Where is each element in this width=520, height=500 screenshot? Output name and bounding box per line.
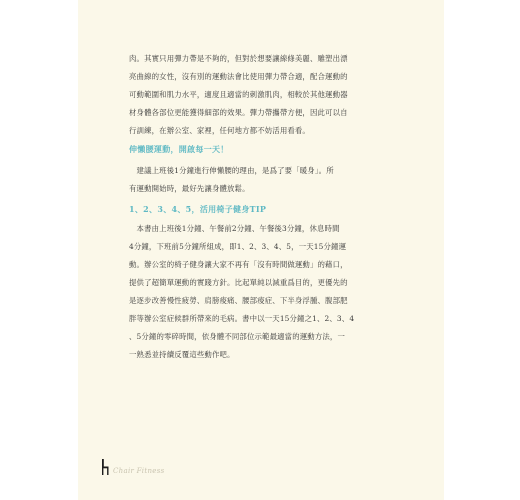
paragraph-2 (129, 162, 391, 198)
book-page (78, 0, 444, 500)
paragraph-line: 是逐步改善慢性疲勞、肩膀痠痛、腰部痠症、下半身浮腫、腹部肥 (129, 296, 348, 305)
paragraph-line: 動。辦公室的椅子健身讓大家不再有「沒有時間做運動」的藉口， (129, 260, 348, 269)
paragraph-line: 本書由上班後1分鐘、午餐前2分鐘、午餐後3分鐘，休息時間 (129, 224, 340, 233)
paragraph-line: 材身體各部位更能獲得細部的效果。彈力帶攜帶方便，因此可以自 (129, 108, 348, 117)
section-heading-stretch: 伸懶腰運動，開啟每一天！ (129, 144, 229, 154)
paragraph-line: 可動範圍和肌力水平，適度且適當的刺激肌肉，相較於其他運動器 (129, 90, 348, 99)
paragraph-line: 行訓練，在辦公室、家裡，任何地方都不妨活用看看。 (129, 126, 310, 135)
paragraph-line: 提供了超簡單運動的實踐方針。比起單純以減重爲目的，更優先的 (129, 278, 348, 287)
paragraph-line: 一熟悉並持續反覆這些動作吧。 (129, 350, 235, 359)
paragraph-3 (129, 220, 391, 364)
footer-logo-text: Chair Fitness (113, 467, 165, 475)
section-heading-chair-tip: 1、2、3、4、5，活用椅子健身TIP (129, 204, 267, 214)
paragraph-line: 胖等辦公室症候群所帶來的毛病。書中以一天15分鐘之1、2、3、4 (129, 314, 355, 323)
paragraph-line: 建議上班後1分鐘進行伸懶腰的理由，是爲了要「暖身」。所 (129, 166, 334, 175)
paragraph-line: 肉。其實只用彈力帶是不夠的，但對於想要讓線條美麗、雕塑出漂 (129, 54, 348, 63)
paragraph-1 (129, 50, 391, 140)
paragraph-line: 有運動開始時，最好先讓身體放鬆。 (129, 184, 250, 193)
paragraph-line: 4分鐘，下班前5分鐘所組成，即1、2、3、4、5，一天15分鐘運 (129, 242, 347, 251)
paragraph-line: 、5分鐘的零碎時間，依身體不同部位示範最適當的運動方法，一 (129, 332, 345, 341)
footer-logo (100, 459, 165, 475)
chair-icon (100, 459, 110, 475)
paragraph-line: 亮曲線的女性，沒有別的運動法會比使用彈力帶合適，配合運動的 (129, 72, 348, 81)
